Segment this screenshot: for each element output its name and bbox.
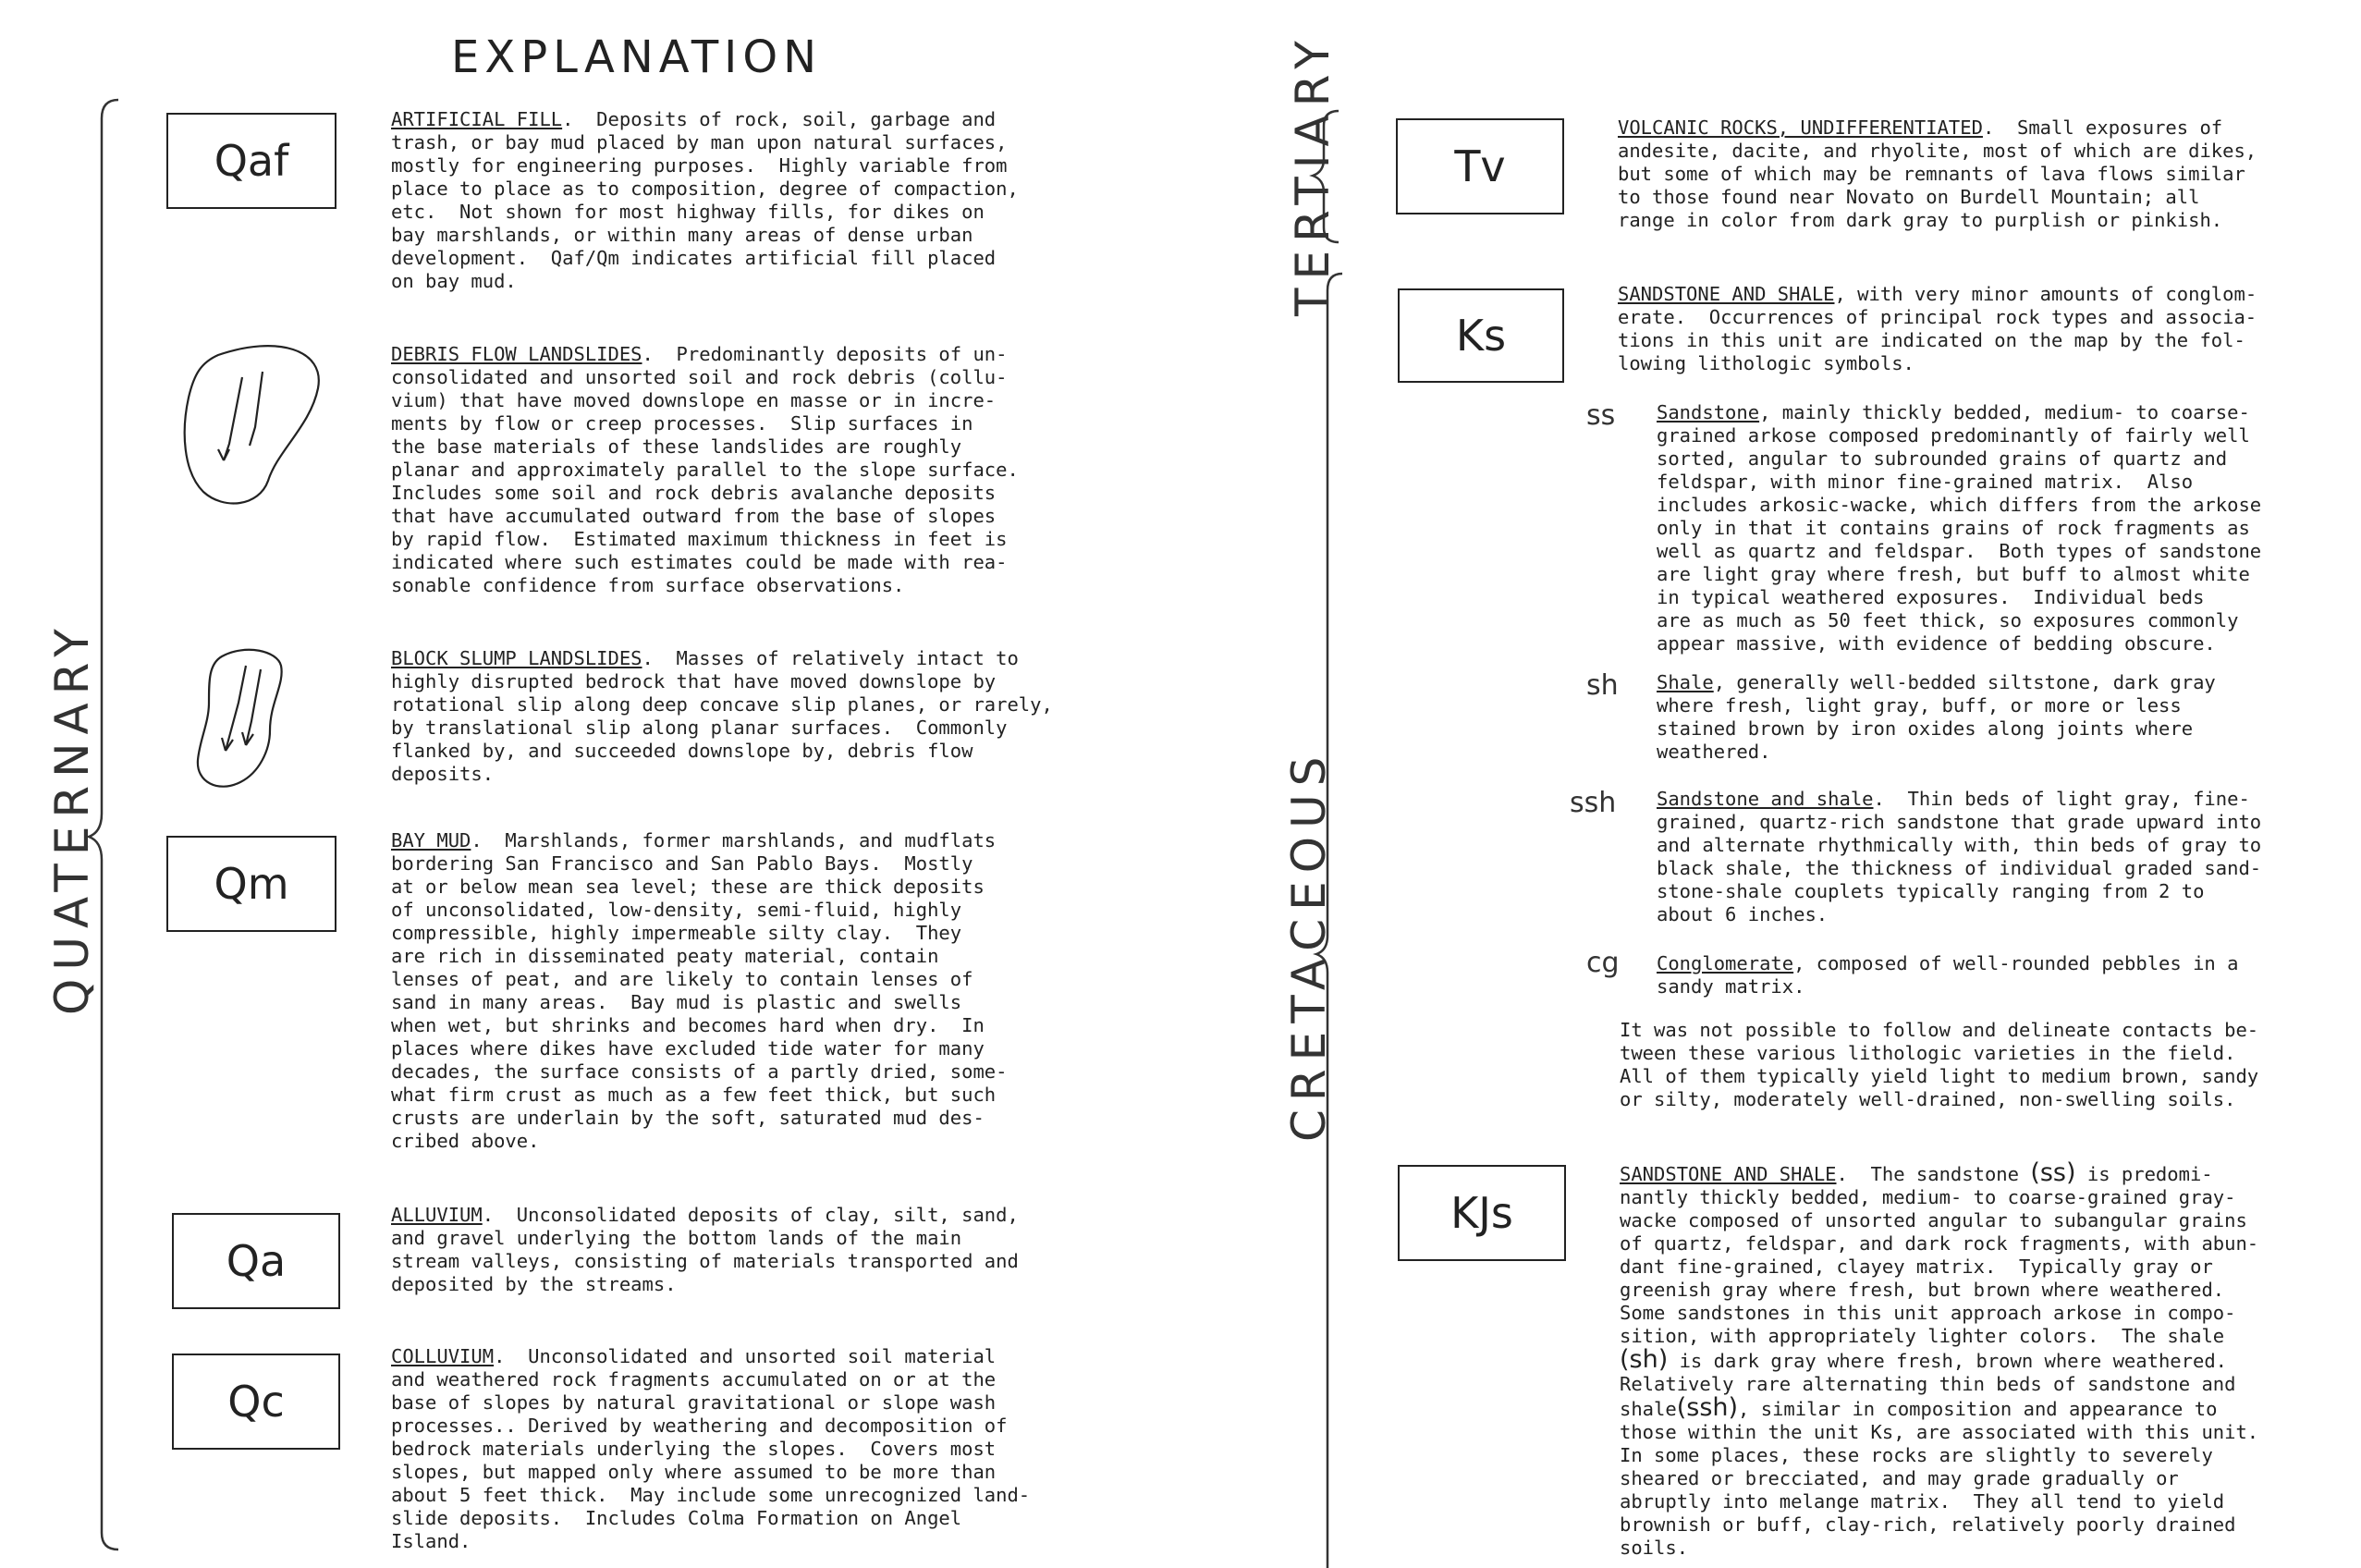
desc-line: base of slopes by natural gravitational or slope wash <box>391 1391 997 1414</box>
desc-line: but some of which may be remnants of lava flows similar <box>1618 163 2245 185</box>
desc-line: sition, with appropriately lighter colors. The shale <box>1620 1325 2225 1347</box>
desc-line: about 6 inches. <box>1657 903 1829 925</box>
unit-box-ks <box>1398 288 1564 383</box>
desc-line: dant fine-grained, clayey matrix. Typically gray or <box>1620 1256 2213 1278</box>
desc-line: . Masses of relatively intact to <box>642 647 1019 669</box>
desc-line: of unconsolidated, low-density, semi-fluid, highly <box>391 899 962 921</box>
desc-line: that have accumulated outward from the base of slopes <box>391 505 997 527</box>
desc-line: and weathered rock fragments accumulated on or at the <box>391 1368 997 1390</box>
desc-line: of quartz, feldspar, and dark rock fragments, with abun- <box>1620 1232 2259 1255</box>
unit-symbol-qc: Qc <box>227 1377 285 1427</box>
unit-description-block-slump <box>391 647 1053 786</box>
desc-line: erate. Occurrences of principal rock types and associa- <box>1618 306 2257 328</box>
unit-description-kjs <box>1620 1158 2259 1560</box>
desc-line: . Unconsolidated deposits of clay, silt, sand, <box>482 1204 1019 1226</box>
desc-line: slopes, but mapped only where assumed to be more than <box>391 1461 997 1483</box>
unit-heading-qm: BAY MUD <box>391 829 471 851</box>
desc-line: In some places, these rocks are slightly to severely <box>1620 1444 2213 1466</box>
desc-line: place to place as to composition, degree of compaction, <box>391 178 1019 200</box>
desc-line: flanked by, and succeeded downslope by, debris flow <box>391 740 973 762</box>
unit-symbol-kjs: KJs <box>1450 1188 1513 1238</box>
desc-line: deposited by the streams. <box>391 1273 677 1295</box>
desc-line: greenish gray where fresh, but brown where weathered. <box>1620 1279 2225 1301</box>
desc-line: includes arkosic-wacke, which differs from the arkose <box>1657 494 2262 516</box>
desc-line: andesite, dacite, and rhyolite, most of which are dikes, <box>1618 140 2257 162</box>
desc-line: by rapid flow. Estimated maximum thickness in feet is <box>391 528 1008 550</box>
desc-line: places where dikes have excluded tide water for many <box>391 1037 985 1060</box>
desc-line: sand in many areas. Bay mud is plastic and swells <box>391 991 962 1013</box>
lithology-ref-ssh: (ssh) <box>1676 1393 1739 1422</box>
desc-line: vium) that have moved downslope en masse or in incre- <box>391 389 997 411</box>
lithology-ref-ss: (ss) <box>2030 1158 2076 1187</box>
desc-line: soils. <box>1620 1537 1689 1559</box>
desc-line: sonable confidence from surface observations. <box>391 574 905 596</box>
unit-heading-block-slump: BLOCK SLUMP LANDSLIDES <box>391 647 642 669</box>
desc-line: stone-shale couplets typically ranging from 2 to <box>1657 880 2205 902</box>
desc-line: by translational slip along planar surfaces. Commonly <box>391 717 1008 739</box>
desc-line: It was not possible to follow and delineate contacts be- <box>1620 1019 2259 1041</box>
desc-line: when wet, but shrinks and becomes hard when dry. In <box>391 1014 985 1036</box>
desc-line: are rich in disseminated peaty material, contain <box>391 945 939 967</box>
desc-line: well as quartz and feldspar. Both types of sandstone <box>1657 540 2262 562</box>
desc-line: , mainly thickly bedded, medium- to coarse- <box>1759 401 2250 423</box>
lithology-description-cg <box>1657 952 2238 998</box>
page-title: EXPLANATION <box>451 31 823 83</box>
desc-line: tween these various lithologic varieties in the field. <box>1620 1042 2236 1064</box>
desc-line: slide deposits. Includes Colma Formation on Angel <box>391 1507 962 1529</box>
desc-line: consolidated and unsorted soil and rock debris (collu- <box>391 366 1008 388</box>
desc-line: and gravel underlying the bottom lands of the main <box>391 1227 962 1249</box>
unit-description-qc <box>391 1345 1030 1553</box>
desc-line: is predomi- <box>2075 1163 2213 1185</box>
unit-heading-qa: ALLUVIUM <box>391 1204 483 1226</box>
unit-box-qm <box>166 836 336 932</box>
desc-line: bedrock materials underlying the slopes. Covers most <box>391 1438 997 1460</box>
desc-line: bay marshlands, or within many areas of dense urban <box>391 224 973 246</box>
unit-description-tv <box>1618 116 2257 232</box>
desc-line: Island. <box>391 1530 471 1552</box>
lithology-heading-ssh: Sandstone and shale <box>1657 788 1874 810</box>
block-slump-symbol <box>198 650 282 787</box>
desc-line: shale <box>1620 1398 1677 1420</box>
desc-line: where fresh, light gray, buff, or more or less <box>1657 694 2182 717</box>
unit-heading-qc: COLLUVIUM <box>391 1345 495 1367</box>
unit-description-qa <box>391 1204 1019 1296</box>
desc-line: weathered. <box>1657 741 1771 763</box>
desc-line: feldspar, with minor fine-grained matrix. Also <box>1657 471 2194 493</box>
desc-line: or silty, moderately well-drained, non-swelling soils. <box>1620 1088 2236 1110</box>
debris-flow-symbol <box>185 346 319 503</box>
unit-description-qm <box>391 829 1007 1153</box>
desc-line: grained arkose composed predominantly of fairly well <box>1657 424 2250 447</box>
unit-description-debris-flow <box>391 343 1019 597</box>
desc-line: processes.. Derived by weathering and decomposition of <box>391 1415 1008 1437</box>
desc-line: deposits. <box>391 763 495 785</box>
lithology-symbol-sh: sh <box>1586 669 1619 702</box>
desc-line: range in color from dark gray to purplish or pinkish. <box>1618 209 2223 231</box>
desc-line: decades, the surface consists of a partly dried, some- <box>391 1060 1008 1083</box>
desc-line: Some sandstones in this unit approach arkose in compo- <box>1620 1302 2236 1324</box>
desc-line: those within the unit Ks, are associated with this unit. <box>1620 1421 2259 1443</box>
unit-box-kjs <box>1398 1165 1566 1261</box>
unit-symbol-ks: Ks <box>1455 311 1507 361</box>
desc-line: brownish or buff, clay-rich, relatively poorly drained <box>1620 1513 2236 1536</box>
desc-line: in typical weathered exposures. Individual beds <box>1657 586 2205 608</box>
lithology-heading-sh: Shale <box>1657 671 1714 693</box>
desc-line: bordering San Francisco and San Pablo Bays. Mostly <box>391 852 973 875</box>
desc-line: indicated where such estimates could be made with rea- <box>391 551 1008 573</box>
desc-line: nantly thickly bedded, medium- to coarse-grained gray- <box>1620 1186 2236 1208</box>
desc-line: , composed of well-rounded pebbles in a <box>1793 952 2239 974</box>
unit-heading-debris-flow: DEBRIS FLOW LANDSLIDES <box>391 343 642 365</box>
desc-line: planar and approximately parallel to the slope surface. <box>391 459 1019 481</box>
desc-line: at or below mean sea level; these are thick deposits <box>391 876 985 898</box>
lithology-heading-cg: Conglomerate <box>1657 952 1794 974</box>
period-label-tertiary: TERTIARY <box>1286 32 1340 316</box>
desc-line: appear massive, with evidence of bedding obscure. <box>1657 632 2216 655</box>
lithology-symbol-cg: cg <box>1586 947 1620 979</box>
desc-line: are as much as 50 feet thick, so exposures commonly <box>1657 609 2239 631</box>
unit-description-ks <box>1618 283 2257 375</box>
desc-line: etc. Not shown for most highway fills, for dikes on <box>391 201 985 223</box>
unit-symbol-tv: Tv <box>1454 141 1506 191</box>
desc-line: about 5 feet thick. May include some unrecognized land- <box>391 1484 1031 1506</box>
desc-line: on bay mud. <box>391 270 517 292</box>
desc-line: trash, or bay mud placed by man upon natural surfaces, <box>391 131 1008 153</box>
lithology-description-sh <box>1657 671 2216 764</box>
desc-line: Includes some soil and rock debris avalanche deposits <box>391 482 997 504</box>
desc-line: All of them typically yield light to medium brown, sandy <box>1620 1065 2259 1087</box>
desc-line: . The sandstone <box>1836 1163 2031 1185</box>
desc-line: . Marshlands, former marshlands, and mudflats <box>471 829 997 851</box>
desc-line: sorted, angular to subrounded grains of quartz and <box>1657 447 2228 470</box>
desc-line: , generally well-bedded siltstone, dark gray <box>1713 671 2216 693</box>
desc-line: only in that it contains grains of rock fragments as <box>1657 517 2250 539</box>
unit-description-qaf <box>391 108 1019 293</box>
desc-line: stained brown by iron oxides along joints where <box>1657 717 2194 740</box>
period-label-quaternary: QUATERNARY <box>45 620 99 1015</box>
desc-line: cribed above. <box>391 1130 540 1152</box>
desc-line: lowing lithologic symbols. <box>1618 352 1914 374</box>
desc-line: mostly for engineering purposes. Highly variable from <box>391 154 1008 177</box>
lithology-note <box>1620 1019 2258 1111</box>
unit-heading-tv: VOLCANIC ROCKS, UNDIFFERENTIATED <box>1618 116 1983 139</box>
unit-symbol-qm: Qm <box>214 859 289 909</box>
desc-line: Relatively rare alternating thin beds of sandstone and <box>1620 1373 2236 1395</box>
desc-line: development. Qaf/Qm indicates artificial fill placed <box>391 247 997 269</box>
unit-symbol-qaf: Qaf <box>214 136 289 186</box>
desc-line: crusts are underlain by the soft, saturated mud des- <box>391 1107 985 1129</box>
desc-line: . Thin beds of light gray, fine- <box>1873 788 2250 810</box>
desc-line: lenses of peat, and are likely to contain lenses of <box>391 968 973 990</box>
desc-line: ments by flow or creep processes. Slip surfaces in <box>391 412 973 435</box>
desc-line: are light gray where fresh, but buff to almost white <box>1657 563 2250 585</box>
desc-line: . Unconsolidated and unsorted soil material <box>494 1345 997 1367</box>
desc-line: . Predominantly deposits of un- <box>642 343 1008 365</box>
desc-line: compressible, highly impermeable silty clay. They <box>391 922 962 944</box>
desc-line: to those found near Novato on Burdell Mountain; all <box>1618 186 2200 208</box>
desc-line: . Small exposures of <box>1982 116 2223 139</box>
unit-heading-qaf: ARTIFICIAL FILL <box>391 108 563 130</box>
desc-line: the base materials of these landslides are roughly <box>391 435 962 458</box>
unit-symbol-qa: Qa <box>226 1236 287 1286</box>
desc-line: rotational slip along deep concave slip planes, or rarely, <box>391 693 1053 716</box>
desc-line: and alternate rhythmically with, thin beds of gray to <box>1657 834 2262 856</box>
desc-line: sheared or brecciated, and may grade gradually or <box>1620 1467 2179 1489</box>
desc-line: . Deposits of rock, soil, garbage and <box>562 108 997 130</box>
lithology-symbol-ss: ss <box>1586 399 1616 432</box>
desc-line: stream valleys, consisting of materials transported and <box>391 1250 1019 1272</box>
desc-line: tions in this unit are indicated on the map by the fol- <box>1618 329 2245 351</box>
desc-line: abruptly into melange matrix. They all tend to yield <box>1620 1490 2225 1513</box>
desc-line: grained, quartz-rich sandstone that grade upward into <box>1657 811 2262 833</box>
unit-heading-kjs: SANDSTONE AND SHALE <box>1620 1163 1837 1185</box>
desc-line: , with very minor amounts of conglom- <box>1834 283 2257 305</box>
unit-heading-ks: SANDSTONE AND SHALE <box>1618 283 1835 305</box>
desc-line: , similar in composition and appearance to <box>1738 1398 2218 1420</box>
lithology-ref-sh: (sh) <box>1620 1345 1669 1374</box>
desc-line: black shale, the thickness of individual graded sand- <box>1657 857 2262 879</box>
unit-box-qaf <box>166 113 336 209</box>
lithology-heading-ss: Sandstone <box>1657 401 1760 423</box>
unit-box-qa <box>172 1213 340 1309</box>
unit-box-tv <box>1396 118 1564 214</box>
desc-line: what firm crust as much as a few feet thick, but such <box>391 1084 997 1106</box>
desc-line: highly disrupted bedrock that have moved downslope by <box>391 670 997 692</box>
lithology-description-ssh <box>1657 788 2261 926</box>
period-label-cretaceous: CRETACEOUS <box>1282 748 1336 1142</box>
desc-line: sandy matrix. <box>1657 975 1805 998</box>
desc-line: is dark gray where fresh, brown where weathered. <box>1668 1350 2228 1372</box>
unit-box-qc <box>172 1354 340 1450</box>
lithology-description-ss <box>1657 401 2261 655</box>
desc-line: wacke composed of unsorted angular to subangular grains <box>1620 1209 2247 1231</box>
lithology-symbol-ssh: ssh <box>1570 787 1617 819</box>
